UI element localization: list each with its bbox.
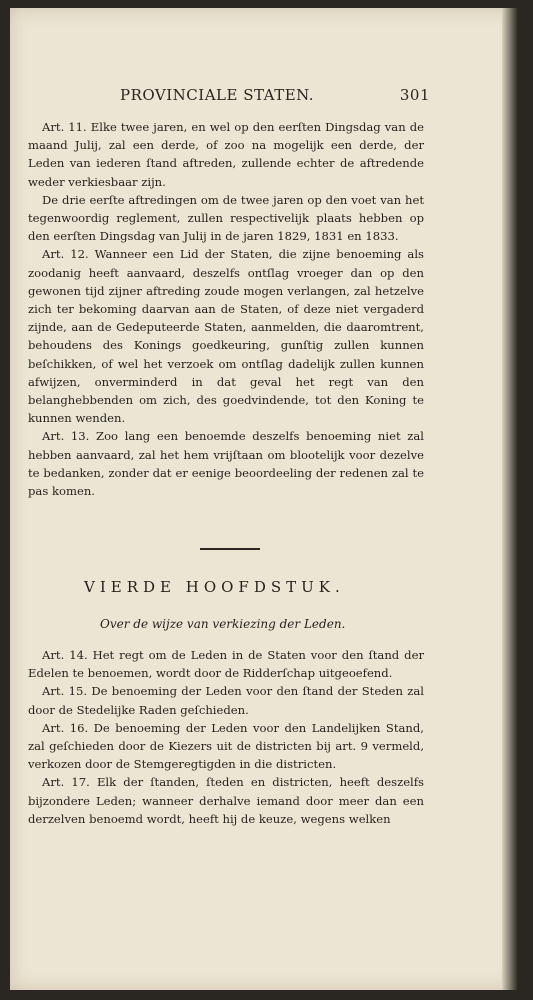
paragraph-art-15: Art. 15. De benoeming der Leden voor den ſtand der Steden zal door de Stedelijke Raden geſchieden. [28,684,424,717]
paragraph-transition: De drie eerſte aftredingen om de twee jaren op den voet van het tegenwoordig reglement, zullen respectivelijk plaats hebben op den eerſten Dingsdag van Julij in de jaren 1829, 1831 en 1833. [28,192,424,244]
section-divider [200,548,260,550]
page-number: 301 [399,86,430,104]
paragraph-art-13: Art. 13. Zoo lang een benoemde deszelfs benoeming niet zal hebben aanvaard, zal het hem vrijſtaan om blootelijk voor dezelve te bedanken, zonder dat er eenige beoordeeling der redenen zal te pas komen. [28,429,424,499]
running-title: PROVINCIALE STATEN. [120,86,315,104]
paragraph-art-14: Art. 14. Het regt om de Leden in de Staten voor den ſtand der Edelen te benoemen, wordt door de Ridderſchap uitgeoefend. [28,648,424,681]
paragraph-art-12: Art. 12. Wanneer een Lid der Staten, die zijne benoeming als zoodanig heeft aanvaard, deszelfs ontſlag vroeger dan op den gewonen tijd zijner aftreding zoude mogen verlangen, zal hetzelve zich ter bekoming daarvan aan de Staten, of deze niet vergaderd zijnde, aan de Gedeputeerde Staten, aanmelden, die daaromtrent, behoudens des Konings goedkeuring, gunſtig zullen kunnen beſchikken, of wel het verzoek om ontſlag dadelijk zullen kunnen afwijzen, onverminderd in dat geval het regt van den belanghebbenden om zich, des goedvindende, tot den Koning te kunnen wenden. [28,247,424,426]
paragraph-art-16: Art. 16. De benoeming der Leden voor den Landelijken Stand, zal geſchieden door de Kiezers uit de districten bij art. 9 vermeld, verkozen door de Stemgeregtigden in die districten. [28,720,424,772]
chapter-heading: VIERDE HOOFDSTUK. [84,578,345,596]
page-gutter [502,8,518,990]
chapter-subtitle: Over de wijze van verkiezing der Leden. [100,617,346,631]
paragraph-art-11: Art. 11. Elke twee jaren, en wel op den eerſten Dingsdag van de maand Julij, zal een derde, of zoo na mogelijk een derde, der Leden van iederen ſtand aftreden, zullende echter de aftredende weder verkiesbaar zijn. [28,120,424,189]
paragraph-art-17: Art. 17. Elk der ſtanden, ſteden en districten, heeft deszelfs bijzondere Leden; wanneer derhalve iemand door meer dan een derzelven benoemd wordt, heeft hij de keuze, wegens welken [28,775,424,826]
text-block-bottom [28,646,424,828]
text-block-top [28,118,424,500]
